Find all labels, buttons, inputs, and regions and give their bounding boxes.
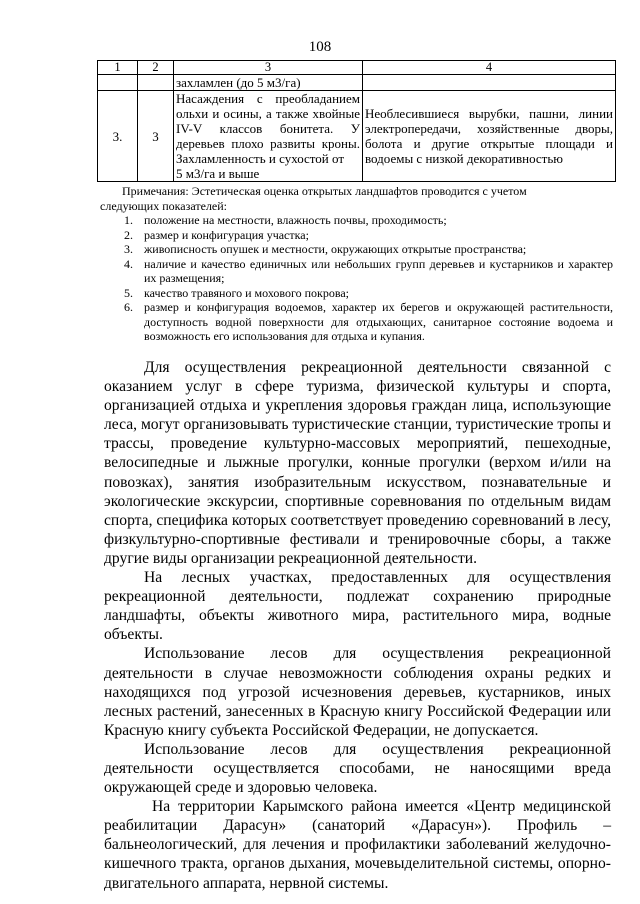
body-text [104, 358, 611, 893]
list-item-number: 2. [124, 227, 133, 242]
list-item-text: размер и конфигурация участка; [144, 227, 309, 242]
list-item-number: 5. [124, 285, 133, 300]
table-header-cell: 4 [363, 61, 616, 75]
table-cell [138, 75, 174, 91]
list-item-text: качество травяного и мохового покрова; [144, 285, 349, 300]
description-line: деревьев плохо развиты кроны. [176, 136, 360, 151]
list-item [122, 286, 613, 301]
table-row [98, 91, 616, 182]
description-line: Захламленность и сухостой от [176, 151, 345, 166]
list-item [122, 213, 613, 228]
list-item-text: живописность опушек и местности, окружающих открытые пространства; [144, 242, 527, 256]
table-cell [98, 75, 138, 91]
table-cell [363, 75, 616, 91]
list-item-number: 1. [124, 213, 133, 227]
list-item-text: положение на местности, влажность почвы, проходимость; [144, 213, 447, 227]
list-item [122, 300, 613, 344]
table-cell-number: 3. [98, 91, 138, 182]
description-line: ольхи и осины, а также хвойные [176, 106, 360, 121]
list-item [122, 228, 613, 243]
table-cell-class: 3 [138, 91, 174, 182]
list-item-text: наличие и качество единичных или небольших групп деревьев и кустарников и характер их размещения; [144, 256, 613, 285]
table-header-cell: 1 [98, 61, 138, 75]
table-cell-description [174, 91, 363, 182]
paragraph: Для осуществления рекреационной деятельности связанной с оказанием услуг в сфере туризма, физической культуры и спорта, организацией отдыха и укрепления здоровья граждан лица, использующие леса, могут организовывать туристические станции, туристические тропы и трассы, проведение культурно-массовых мероприятий, пешеходные, велосипедные и лыжные прогулки, конные прогулки (верхом и/или на повозках), занятия изобразительным искусством, познавательные и экологические экскурсии, спортивные соревнования по отдельным видам спорта, специфика которых соответствует проведению соревнований в лесу, физкультурно-спортивные фестивали и тренировочные сборы, а также другие виды организации рекреационной деятельности. [104, 359, 611, 567]
table-header-cell: 3 [174, 61, 363, 75]
list-item-text: размер и конфигурация водоемов, характер их берегов и окружающей растительности, доступность водной поверхности для отдыхающих, санитарное состояние водоема и возможность его использования для отдыха и купания. [144, 300, 613, 343]
table-header-row [98, 61, 616, 75]
paragraph: На территории Карымского района имеется «Центр медицинской реабилитации Дарасун» (санаторий «Дарасун»). Профиль – бальнеологический, для лечения и профилактики заболеваний желудочно-кишечного тракта, органов дыхания, мочевыделительной системы, опорно-двигательного аппарата, нервной системы. [104, 798, 611, 892]
table-cell-landscapes: Необлесившиеся вырубки, пашни, линии электропередачи, хозяйственные дворы, болота и другие открытые площади и водоемы с низкой декоративностью [363, 91, 616, 182]
list-item [122, 242, 613, 257]
paragraph: Использование лесов для осуществления рекреационной деятельности осуществляется способами, не наносящими вреда окружающей среде и здоровью человека. [104, 740, 611, 797]
list-item-number: 3. [124, 242, 133, 256]
description-line: IV-V классов бонитета. У [176, 121, 360, 136]
description-line: 5 м3/га и выше [176, 166, 260, 181]
page-number: 108 [308, 39, 332, 55]
notes-heading-continued: следующих показателей: [100, 198, 228, 213]
list-item [122, 257, 613, 286]
notes-heading: Примечания: Эстетическая оценка открытых ландшафтов проводится с учетом [122, 184, 527, 198]
table-row-continuation [98, 75, 616, 91]
paragraph: Использование лесов для осуществления рекреационной деятельности в случае невозможности соблюдения охраны редких и находящихся под угрозой исчезновения деревьев, кустарников, иных лесных растений, занесенных в Красную книгу Российской Федерации или Красную книгу субъекта Российской Федерации, не допускается. [104, 645, 611, 739]
list-item-number: 6. [124, 300, 133, 314]
landscape-table [97, 60, 616, 182]
description-line: Насаждения с преобладанием [176, 91, 360, 106]
list-item-number: 4. [124, 256, 133, 271]
notes-block [100, 184, 613, 344]
paragraph: На лесных участках, предоставленных для осуществления рекреационной деятельности, подлежат сохранению природные ландшафты, объекты животного мира, растительного мира, водные объекты. [104, 569, 611, 644]
table-cell: захламлен (до 5 м3/га) [174, 75, 363, 91]
table-header-cell: 2 [138, 61, 174, 75]
